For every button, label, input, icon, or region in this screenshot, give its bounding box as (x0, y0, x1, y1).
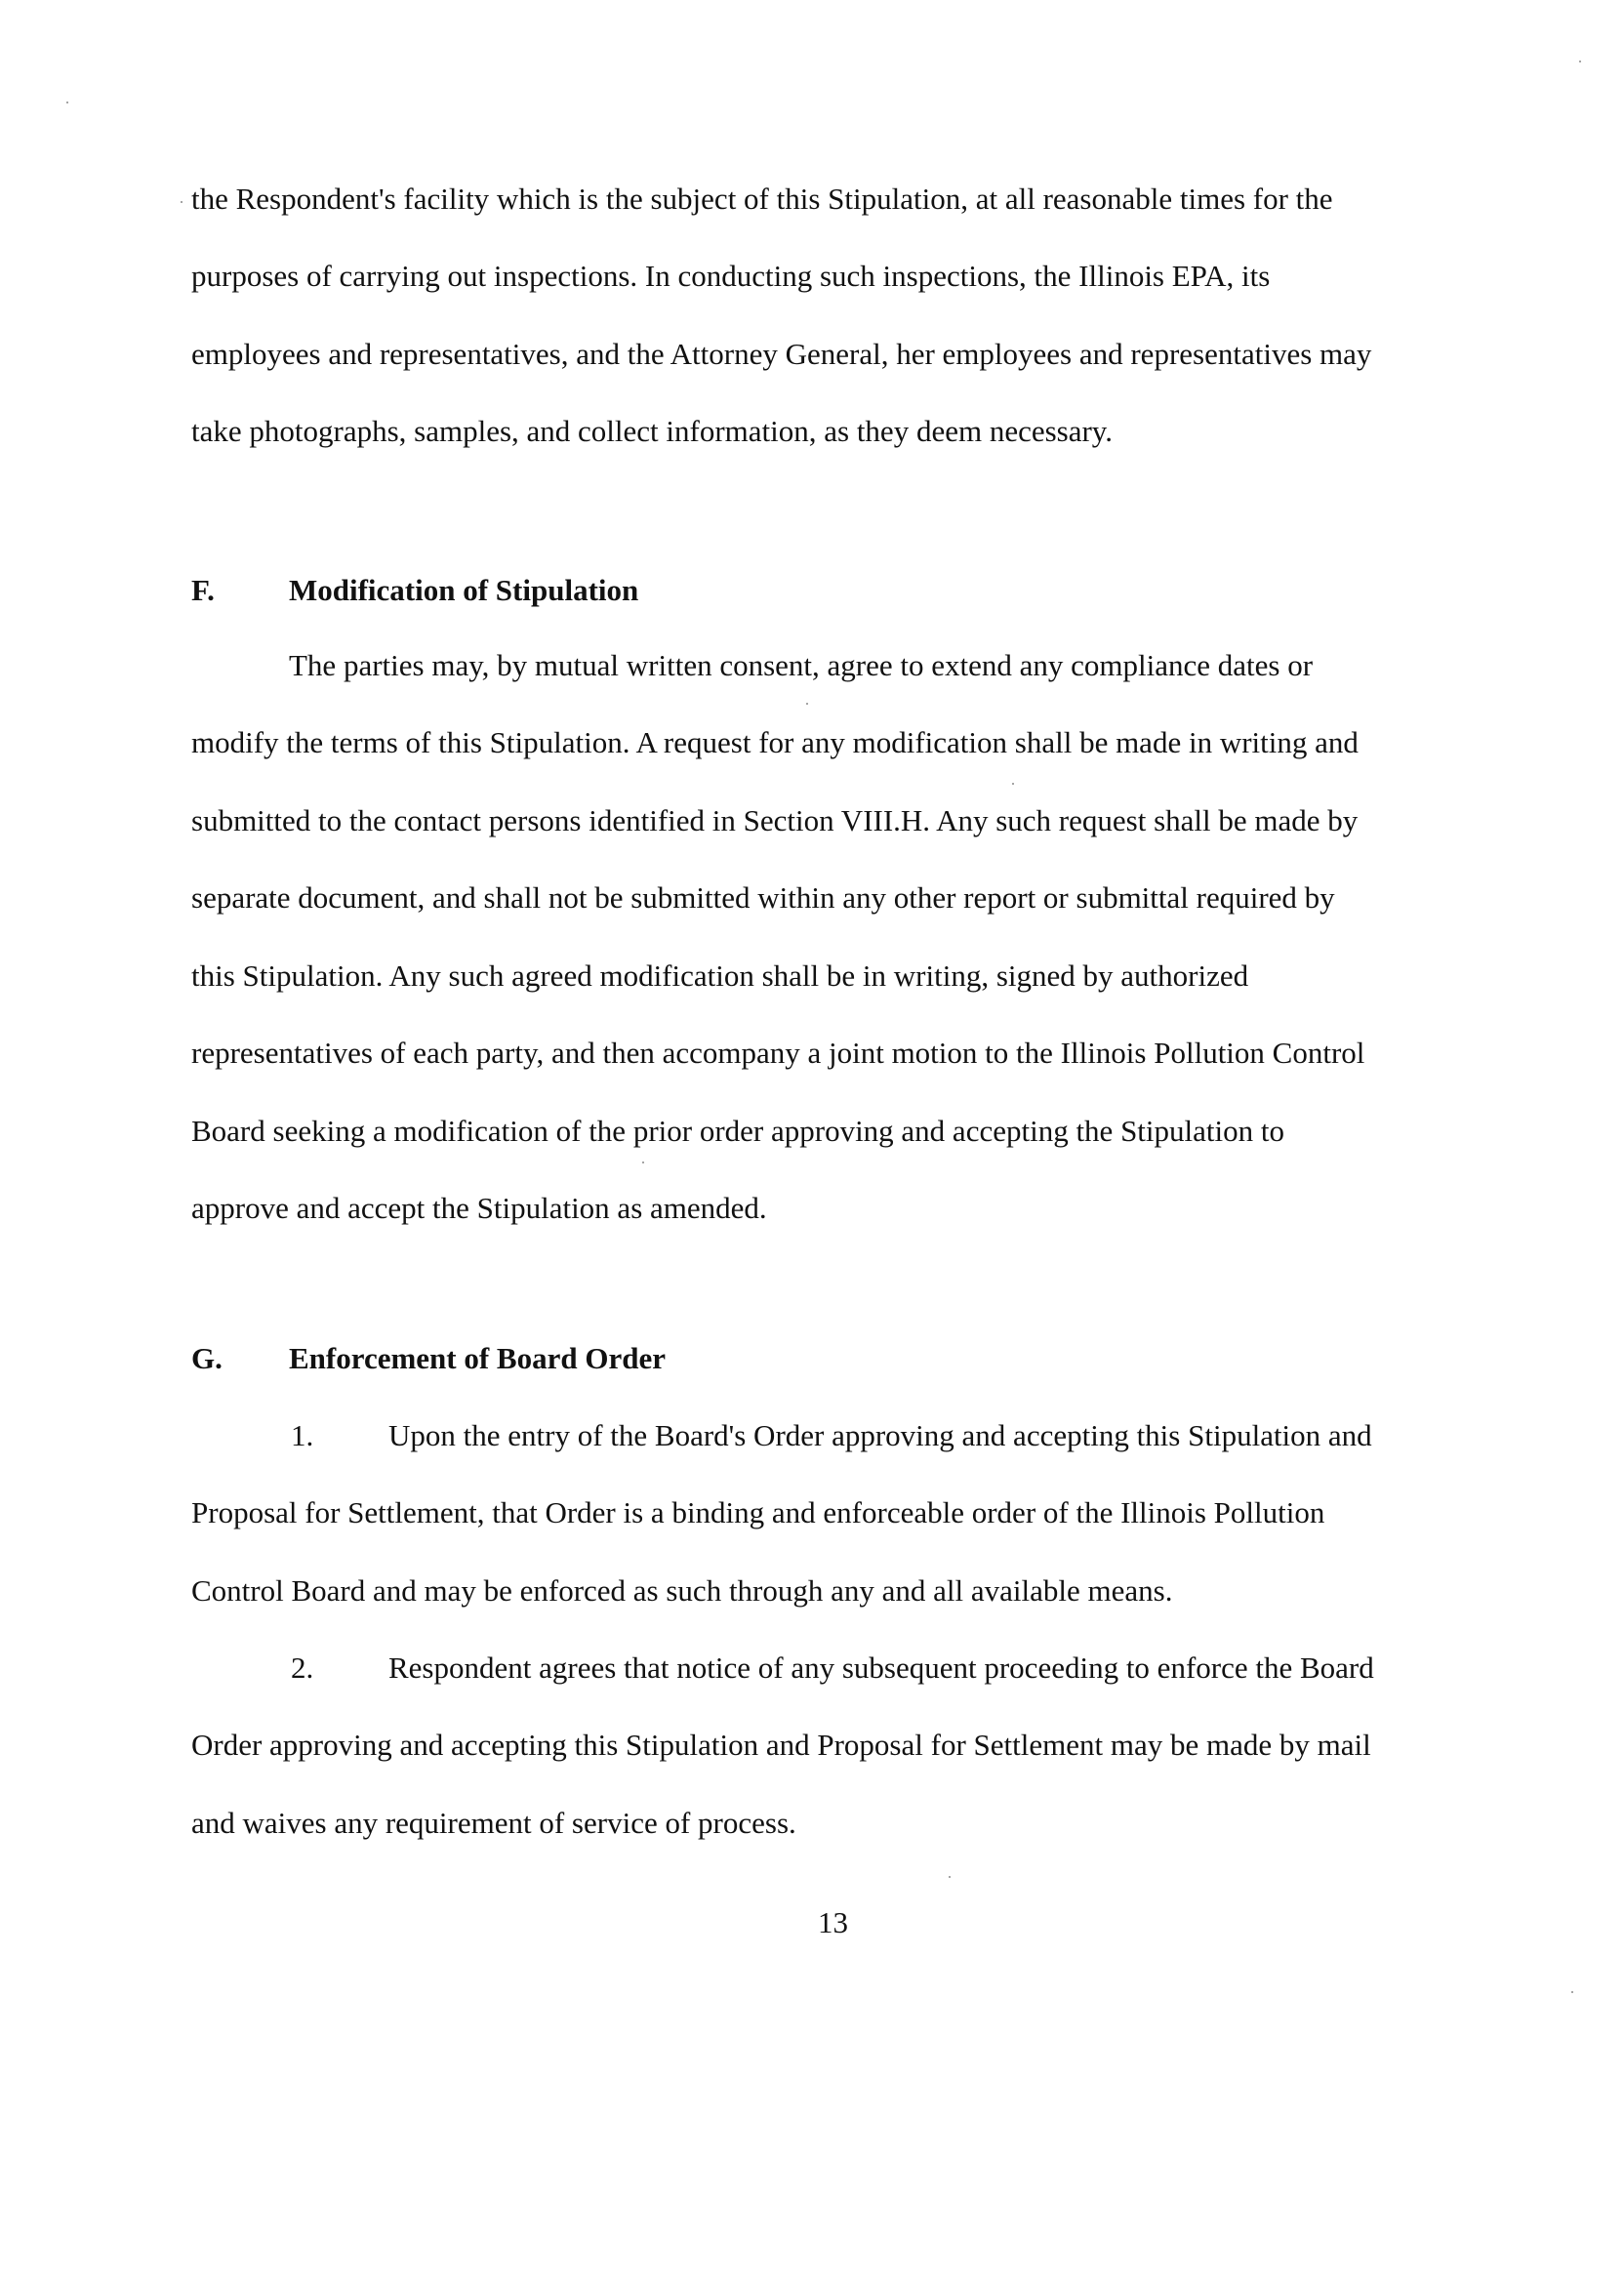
body-text-line: and waives any requirement of service of process. (191, 1806, 796, 1840)
page-number: 13 (818, 1905, 848, 1939)
body-text-line: Order approving and accepting this Stipulation and Proposal for Settlement may be made by mail (191, 1728, 1371, 1762)
body-text-line: Upon the entry of the Board's Order approving and accepting this Stipulation and (388, 1418, 1372, 1452)
body-text-line: Board seeking a modification of the prior order approving and accepting the Stipulation to (191, 1114, 1284, 1148)
scan-speck (181, 201, 183, 203)
scan-speck (66, 102, 68, 103)
section-g-heading: Enforcement of Board Order (289, 1341, 666, 1375)
scan-speck (1579, 61, 1581, 62)
body-text-line: Proposal for Settlement, that Order is a binding and enforceable order of the Illinois Pollution (191, 1495, 1325, 1529)
scan-speck (1571, 1991, 1573, 1993)
body-text-line: employees and representatives, and the Attorney General, her employees and representatives may (191, 337, 1372, 371)
item-number: 2. (291, 1650, 314, 1685)
section-g-letter: G. (191, 1341, 223, 1375)
section-f-heading: Modification of Stipulation (289, 573, 639, 607)
body-text-line: Respondent agrees that notice of any subsequent proceeding to enforce the Board (388, 1650, 1374, 1685)
body-text-line: submitted to the contact persons identified in Section VIII.H. Any such request shall be made by (191, 803, 1359, 837)
body-text-line: purposes of carrying out inspections. In conducting such inspections, the Illinois EPA, its (191, 259, 1271, 293)
scan-speck (806, 703, 808, 705)
scan-speck (1012, 783, 1014, 785)
body-text-line: the Respondent's facility which is the subject of this Stipulation, at all reasonable times for the (191, 182, 1333, 216)
body-text-line: take photographs, samples, and collect information, as they deem necessary. (191, 414, 1114, 448)
body-text-line: representatives of each party, and then accompany a joint motion to the Illinois Pollution Control (191, 1036, 1365, 1070)
body-text-line: approve and accept the Stipulation as amended. (191, 1191, 767, 1225)
section-f-letter: F. (191, 573, 215, 607)
body-text-line: modify the terms of this Stipulation. A request for any modification shall be made in writing and (191, 725, 1359, 759)
body-text-line: separate document, and shall not be submitted within any other report or submittal required by (191, 880, 1335, 915)
body-text-line: The parties may, by mutual written consent, agree to extend any compliance dates or (289, 648, 1314, 682)
item-number: 1. (291, 1418, 314, 1452)
body-text-line: Control Board and may be enforced as such through any and all available means. (191, 1573, 1173, 1608)
scan-speck (642, 1161, 644, 1163)
body-text-line: this Stipulation. Any such agreed modification shall be in writing, signed by authorized (191, 958, 1249, 993)
scan-speck (949, 1876, 951, 1878)
